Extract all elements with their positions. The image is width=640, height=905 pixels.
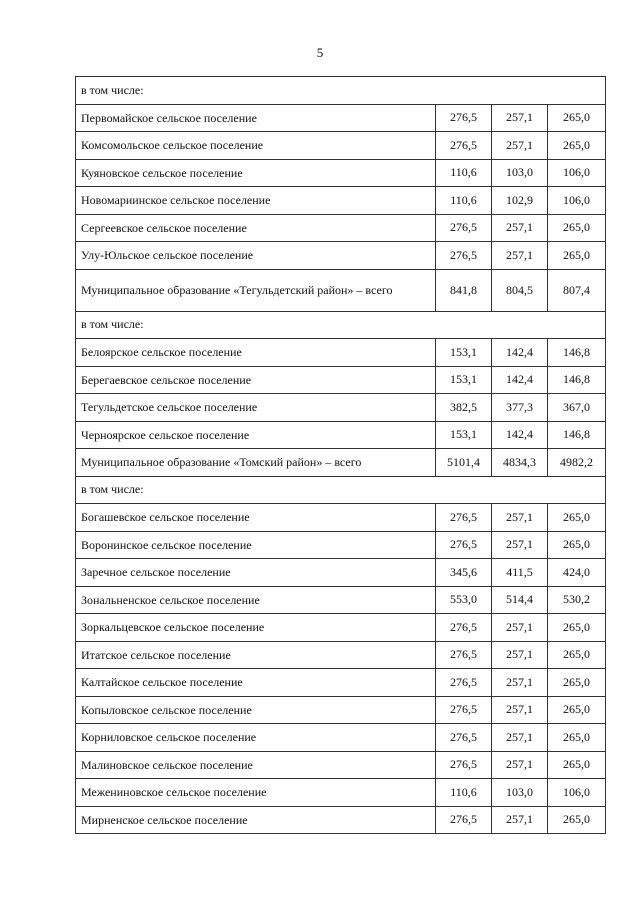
table-row <box>76 531 606 559</box>
settlement-name: Тегульдетское сельское поселение <box>76 394 436 422</box>
value-cell-1: 276,5 <box>436 751 492 779</box>
value-cell-2: 514,4 <box>492 586 548 614</box>
value-cell-1: 345,6 <box>436 559 492 587</box>
value-cell-1: 841,8 <box>436 269 492 311</box>
value-cell-1: 110,6 <box>436 779 492 807</box>
settlement-name: Копыловское сельское поселение <box>76 696 436 724</box>
table-row <box>76 779 606 807</box>
value-cell-1: 276,5 <box>436 724 492 752</box>
value-cell-3: 424,0 <box>548 559 606 587</box>
settlement-name: Богашевское сельское поселение <box>76 504 436 532</box>
page-number: 5 <box>316 45 324 60</box>
value-cell-2: 257,1 <box>492 132 548 160</box>
settlement-name: Улу-Юльское сельское поселение <box>76 242 436 270</box>
value-cell-3: 265,0 <box>548 104 606 132</box>
value-cell-1: 553,0 <box>436 586 492 614</box>
settlement-name: Калтайское сельское поселение <box>76 669 436 697</box>
table-row <box>76 669 606 697</box>
value-cell-2: 257,1 <box>492 751 548 779</box>
table-row <box>76 104 606 132</box>
value-cell-1: 276,5 <box>436 104 492 132</box>
value-cell-3: 146,8 <box>548 366 606 394</box>
value-cell-2: 257,1 <box>492 641 548 669</box>
value-cell-2: 377,3 <box>492 394 548 422</box>
value-cell-1: 110,6 <box>436 159 492 187</box>
value-cell-3: 265,0 <box>548 806 606 834</box>
value-cell-3: 146,8 <box>548 421 606 449</box>
value-cell-1: 276,5 <box>436 806 492 834</box>
value-cell-3: 367,0 <box>548 394 606 422</box>
value-cell-1: 153,1 <box>436 339 492 367</box>
table-row <box>76 366 606 394</box>
value-cell-3: 265,0 <box>548 669 606 697</box>
value-cell-3: 265,0 <box>548 614 606 642</box>
settlement-name: Новомариинское сельское поселение <box>76 187 436 215</box>
value-cell-1: 276,5 <box>436 132 492 160</box>
settlement-name: Куяновское сельское поселение <box>76 159 436 187</box>
value-cell-2: 257,1 <box>492 724 548 752</box>
settlement-name: Муниципальное образование «Томский район» – всего <box>76 449 436 477</box>
settlement-name: Межениновское сельское поселение <box>76 779 436 807</box>
value-cell-2: 142,4 <box>492 339 548 367</box>
value-cell-3: 265,0 <box>548 504 606 532</box>
table-row <box>76 559 606 587</box>
value-cell-2: 411,5 <box>492 559 548 587</box>
table-row <box>76 696 606 724</box>
value-cell-2: 142,4 <box>492 366 548 394</box>
value-cell-3: 265,0 <box>548 696 606 724</box>
table-row <box>76 214 606 242</box>
section-label: в том числе: <box>76 476 606 504</box>
section-label: в том числе: <box>76 311 606 339</box>
section-header-row <box>76 476 606 504</box>
value-cell-2: 4834,3 <box>492 449 548 477</box>
value-cell-3: 265,0 <box>548 531 606 559</box>
section-label: в том числе: <box>76 77 606 105</box>
value-cell-1: 110,6 <box>436 187 492 215</box>
settlement-name: Воронинское сельское поселение <box>76 531 436 559</box>
table-row <box>76 394 606 422</box>
table-row <box>76 641 606 669</box>
settlement-name: Белоярское сельское поселение <box>76 339 436 367</box>
table-row <box>76 159 606 187</box>
settlement-name: Корниловское сельское поселение <box>76 724 436 752</box>
value-cell-1: 382,5 <box>436 394 492 422</box>
table-row <box>76 269 606 311</box>
table-row <box>76 586 606 614</box>
settlement-name: Черноярское сельское поселение <box>76 421 436 449</box>
table-row <box>76 339 606 367</box>
value-cell-2: 804,5 <box>492 269 548 311</box>
value-cell-1: 276,5 <box>436 614 492 642</box>
value-cell-1: 153,1 <box>436 366 492 394</box>
settlement-name: Мирненское сельское поселение <box>76 806 436 834</box>
table-row <box>76 242 606 270</box>
value-cell-3: 265,0 <box>548 724 606 752</box>
value-cell-2: 257,1 <box>492 696 548 724</box>
table-row <box>76 724 606 752</box>
settlement-name: Берегаевское сельское поселение <box>76 366 436 394</box>
table-row <box>76 751 606 779</box>
value-cell-3: 265,0 <box>548 641 606 669</box>
value-cell-2: 257,1 <box>492 504 548 532</box>
value-cell-3: 807,4 <box>548 269 606 311</box>
value-cell-2: 257,1 <box>492 104 548 132</box>
settlement-name: Комсомольское сельское поселение <box>76 132 436 160</box>
table-row <box>76 504 606 532</box>
value-cell-3: 265,0 <box>548 751 606 779</box>
table-row <box>76 421 606 449</box>
value-cell-1: 276,5 <box>436 504 492 532</box>
value-cell-2: 102,9 <box>492 187 548 215</box>
value-cell-2: 257,1 <box>492 614 548 642</box>
section-header-row <box>76 77 606 105</box>
value-cell-2: 257,1 <box>492 669 548 697</box>
table-row <box>76 449 606 477</box>
table-row <box>76 187 606 215</box>
value-cell-3: 146,8 <box>548 339 606 367</box>
table-row <box>76 806 606 834</box>
table-row <box>76 614 606 642</box>
value-cell-1: 5101,4 <box>436 449 492 477</box>
value-cell-1: 276,5 <box>436 669 492 697</box>
section-header-row <box>76 311 606 339</box>
settlement-name: Итатское сельское поселение <box>76 641 436 669</box>
value-cell-3: 106,0 <box>548 779 606 807</box>
settlement-name: Муниципальное образование «Тегульдетский район» – всего <box>76 269 436 311</box>
settlement-name: Малиновское сельское поселение <box>76 751 436 779</box>
value-cell-2: 257,1 <box>492 806 548 834</box>
value-cell-1: 276,5 <box>436 242 492 270</box>
value-cell-3: 106,0 <box>548 187 606 215</box>
value-cell-2: 103,0 <box>492 779 548 807</box>
settlement-name: Сергеевское сельское поселение <box>76 214 436 242</box>
table-row <box>76 132 606 160</box>
value-cell-1: 276,5 <box>436 641 492 669</box>
value-cell-3: 530,2 <box>548 586 606 614</box>
table-body <box>76 77 606 834</box>
value-cell-2: 257,1 <box>492 242 548 270</box>
value-cell-2: 257,1 <box>492 214 548 242</box>
value-cell-3: 265,0 <box>548 242 606 270</box>
value-cell-2: 142,4 <box>492 421 548 449</box>
settlement-name: Зональненское сельское поселение <box>76 586 436 614</box>
value-cell-1: 276,5 <box>436 214 492 242</box>
value-cell-2: 257,1 <box>492 531 548 559</box>
value-cell-1: 276,5 <box>436 696 492 724</box>
value-cell-2: 103,0 <box>492 159 548 187</box>
settlement-name: Первомайское сельское поселение <box>76 104 436 132</box>
value-cell-1: 153,1 <box>436 421 492 449</box>
value-cell-3: 265,0 <box>548 214 606 242</box>
settlement-name: Заречное сельское поселение <box>76 559 436 587</box>
settlement-name: Зоркальцевское сельское поселение <box>76 614 436 642</box>
data-table <box>75 76 606 834</box>
value-cell-1: 276,5 <box>436 531 492 559</box>
value-cell-3: 4982,2 <box>548 449 606 477</box>
value-cell-3: 106,0 <box>548 159 606 187</box>
value-cell-3: 265,0 <box>548 132 606 160</box>
